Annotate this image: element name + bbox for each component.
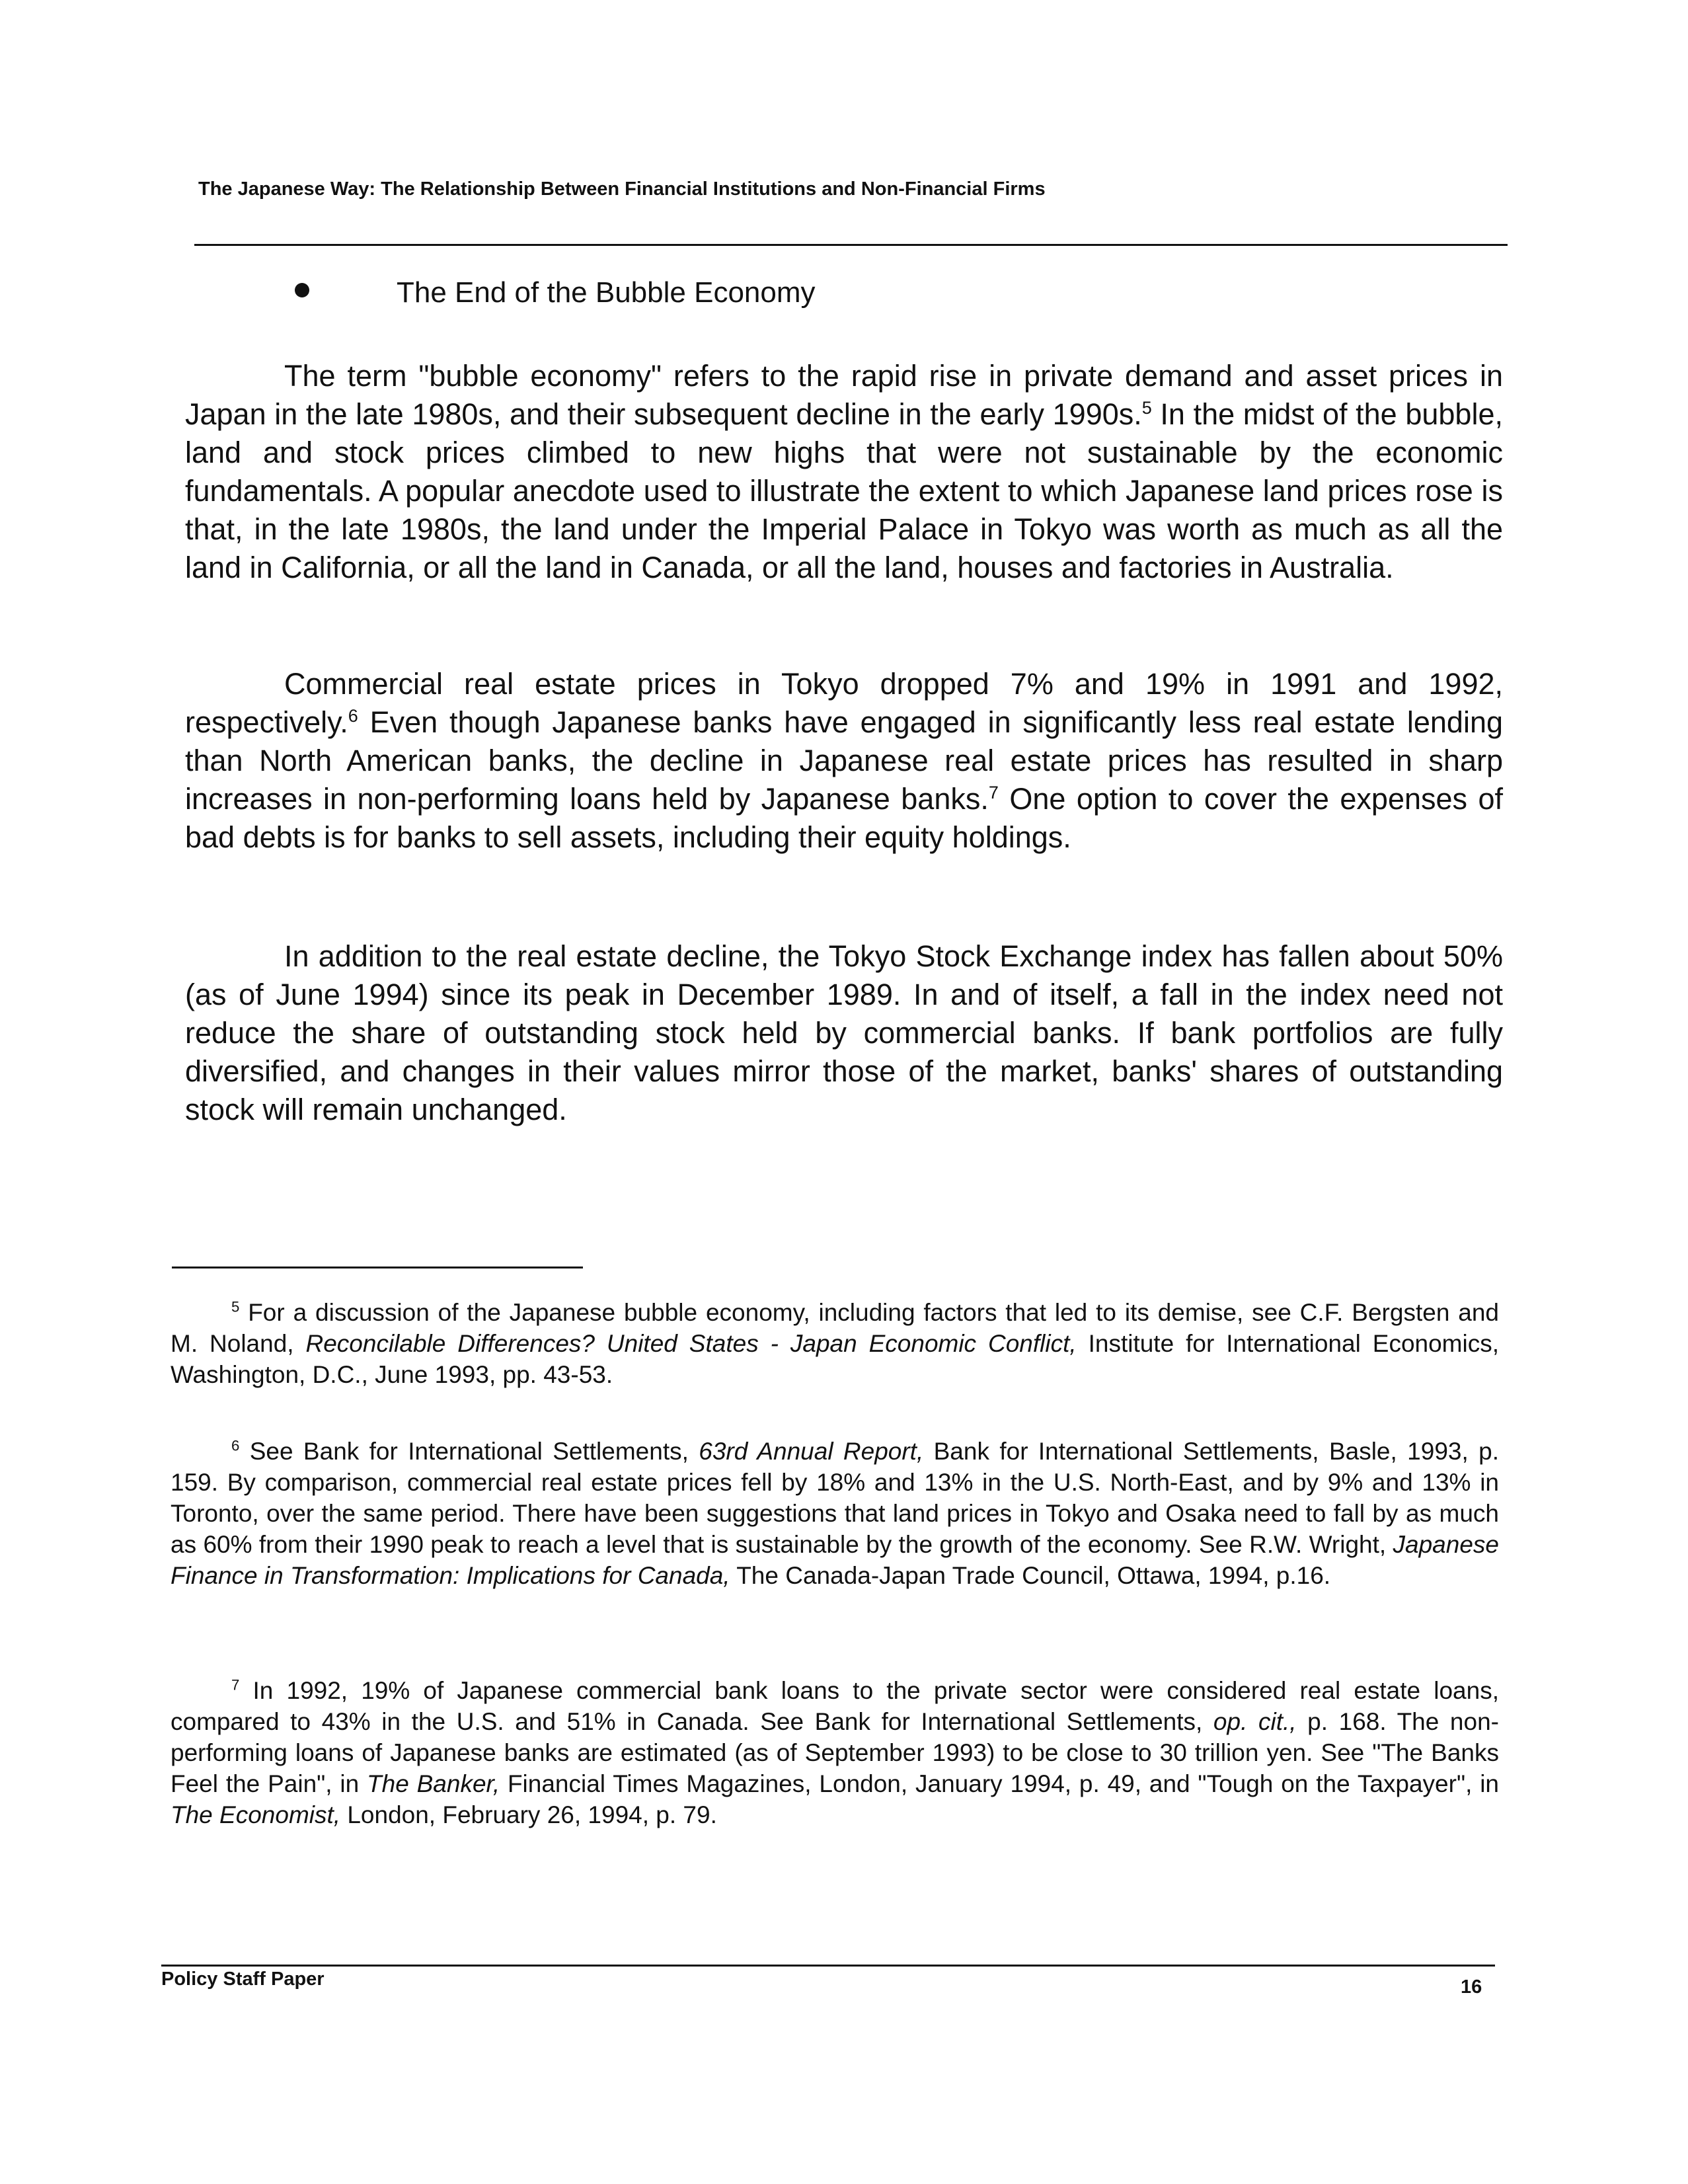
- paragraph-1-text-b: In the midst of the bubble, land and stock prices climbed to new highs that were not sustainable by the economic fundamentals. A popular anecdote used to illustrate the extent to which Japanese land prices rose is that, in the late 1980s, the land under the Imperial Palace in Tokyo was worth as much as all the land in California, or all the land in Canada, or all the land, houses and factories in Australia.: [185, 397, 1503, 584]
- footnote-6-text-c: The Canada-Japan Trade Council, Ottawa, 1994, p.16.: [730, 1562, 1331, 1589]
- footnote-7-title-1: The Banker,: [367, 1770, 500, 1797]
- footnote-6-text-b: Bank for International Settlements, Basle, 1993, p. 159. By comparison, commercial real estate prices fell by 18% and 13% in the U.S. North-East, and by 9% and 13% in Toronto, over the same period. There have been suggestions that land prices in Tokyo and Osaka need to fall by as much as 60% from their 1990 peak to reach a level that is sustainable by the growth of the economy. See R.W. Wright,: [171, 1438, 1499, 1558]
- paragraph-2: [185, 665, 1503, 857]
- footnote-5-title: Reconcilable Differences? United States - Japan Economic Conflict,: [305, 1330, 1077, 1357]
- paragraph-1: [185, 357, 1503, 587]
- paragraph-2-text-c: One option to cover the expenses of bad debts is for banks to sell assets, including their equity holdings.: [185, 782, 1504, 854]
- footnote-5: [171, 1297, 1499, 1390]
- footnote-7-text-d: London, February 26, 1994, p. 79.: [340, 1801, 717, 1828]
- footnote-5-text-b: Institute for International Economics, Washington, D.C., June 1993, pp. 43-53.: [171, 1330, 1499, 1388]
- footnote-ref-7: 7: [988, 783, 999, 802]
- paragraph-2-text-b: Even though Japanese banks have engaged in significantly less real estate lending than North American banks, the decline in Japanese real estate prices has resulted in sharp increases in non-performing loans held by Japanese banks.: [185, 705, 1503, 816]
- paragraph-2-text-a: Commercial real estate prices in Tokyo dropped 7% and 19% in 1991 and 1992, respectively.: [185, 667, 1503, 739]
- section-heading-text: The End of the Bubble Economy: [397, 276, 816, 309]
- footnote-ref-6: 6: [348, 706, 358, 726]
- footnote-ref-5: 5: [1141, 398, 1152, 418]
- footnote-7-number: 7: [231, 1676, 240, 1694]
- paragraph-1-text-a: The term "bubble economy" refers to the rapid rise in private demand and asset prices in Japan in the late 1980s, and their subsequent decline in the early 1990s.: [185, 359, 1503, 431]
- footnote-rule: [172, 1267, 583, 1268]
- page-number: 16: [1461, 1976, 1482, 1998]
- paragraph-3: In addition to the real estate decline, the Tokyo Stock Exchange index has fallen about 50% (as of June 1994) since its peak in December 1989. In and of itself, a fall in the index need not reduce the share of outstanding stock held by commercial banks. If bank portfolios are fully diversified, and changes in their values mirror those of the market, banks' shares of outstanding stock will remain unchanged.: [185, 939, 1503, 1126]
- footnote-6-title-1: 63rd Annual Report,: [699, 1438, 924, 1465]
- footnote-7-text-a: In 1992, 19% of Japanese commercial bank loans to the private sector were considered real estate loans, compared to 43% in the U.S. and 51% in Canada. See Bank for International Settlements,: [171, 1677, 1499, 1735]
- footnote-5-number: 5: [231, 1298, 240, 1315]
- footnote-6-text-a: See Bank for International Settlements,: [239, 1438, 699, 1465]
- footnote-7-text-b: p. 168. The non-performing loans of Japanese banks are estimated (as of September 1993) to be close to 30 trillion yen. See "The Banks Feel the Pain", in: [171, 1708, 1499, 1797]
- footnote-7-op-cit: op. cit.,: [1213, 1708, 1297, 1735]
- running-header: The Japanese Way: The Relationship Between Financial Institutions and Non-Financial Firms: [198, 178, 1046, 200]
- footnote-7: [171, 1675, 1499, 1830]
- section-heading: [295, 276, 816, 309]
- footnote-6: [171, 1436, 1499, 1591]
- footnote-7-text-c: Financial Times Magazines, London, January 1994, p. 49, and "Tough on the Taxpayer", in: [500, 1770, 1499, 1797]
- footer-label: Policy Staff Paper: [161, 1969, 325, 1990]
- footnote-7-title-2: The Economist,: [171, 1801, 341, 1828]
- footnote-6-number: 6: [231, 1437, 240, 1454]
- footnote-6-title-2: Japanese Finance in Transformation: Implications for Canada,: [171, 1531, 1499, 1589]
- footnote-5-text-a: For a discussion of the Japanese bubble economy, including factors that led to its demise, see C.F. Bergsten and M. Noland,: [171, 1299, 1499, 1357]
- header-rule: [194, 244, 1508, 246]
- footer-rule: [161, 1965, 1495, 1967]
